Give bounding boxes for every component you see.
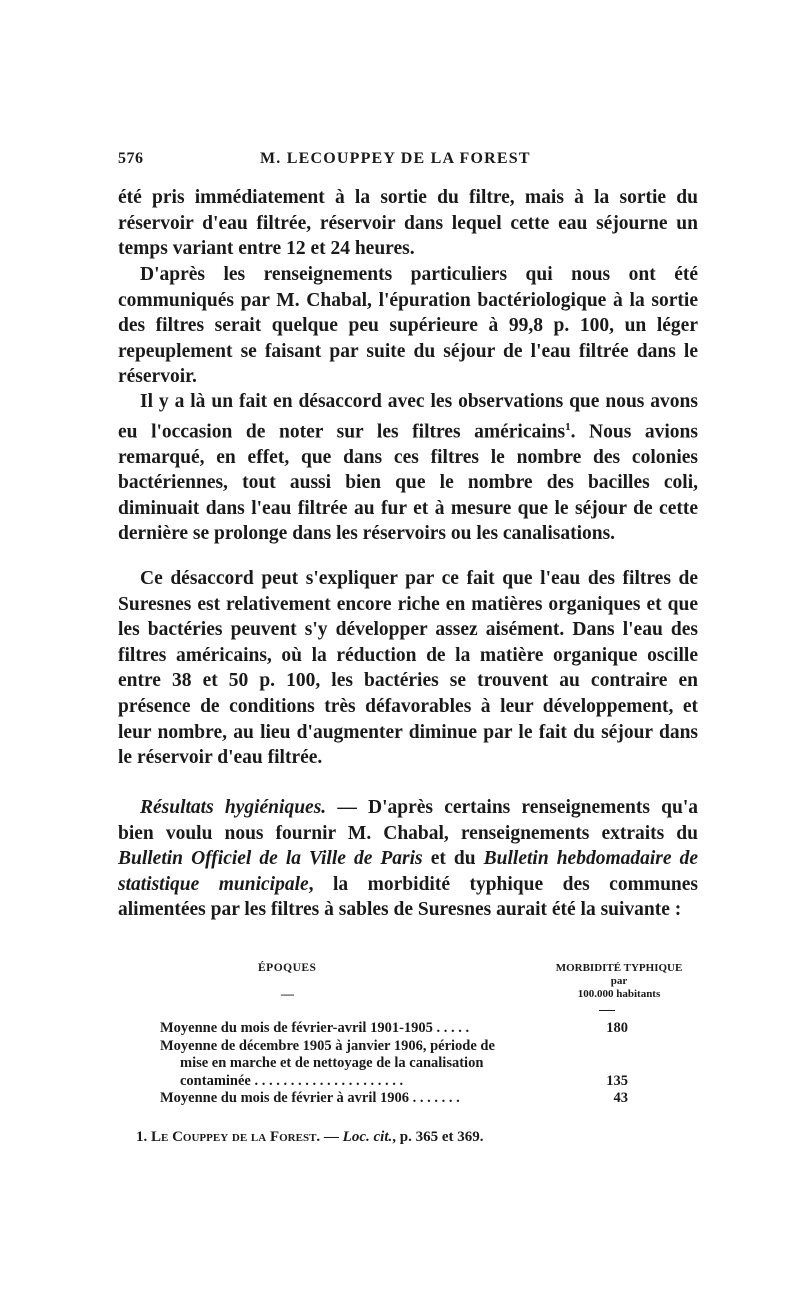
row-label: Moyenne du mois de février à avril 1906 . . . . . . . bbox=[160, 1090, 460, 1106]
header-line: par bbox=[610, 975, 628, 987]
paragraph-text-part: , la morbidité typhique des communes alimentées par les filtres à sables de Suresnes aurait été la suivante : bbox=[118, 873, 699, 921]
paragraph-text-part: . Nous avions remarqué, en effet, que dans ces filtres le nombre des colonies bactériennes, tout aussi bien que le nombre des bacilles coli, diminuait dans l'eau filtrée au fur et à mesure que le séjour de cette dernière se prolonge dans les réservoirs ou les canalisations. bbox=[118, 421, 698, 545]
row-label: Moyenne de décembre 1905 à janvier 1906, période de bbox=[160, 1037, 495, 1054]
row-value: 180 bbox=[606, 1020, 628, 1036]
paragraph-text: Ce désaccord peut s'expliquer par ce fait que l'eau des filtres de Suresnes est relativement encore riche en matières organiques et que les bactéries peuvent s'y développer assez aisément. Dans l'eau des filtres américains, où la réduction de la matière organique oscille entre 38 et 50 p. 100, les bactéries se trouvent au contraire en présence de conditions très défavorables à leur développement, et leur nombre, au lieu d'augmenter diminue par le fait du séjour dans le réservoir d'eau filtrée. bbox=[118, 568, 698, 769]
paragraph-text bbox=[118, 389, 698, 547]
footnote-author: Le Couppey de la Forest. bbox=[151, 1129, 321, 1145]
paragraph-chabal bbox=[118, 262, 698, 390]
header-line: 100.000 habitants bbox=[577, 988, 661, 1000]
row-value: 135 bbox=[606, 1072, 628, 1089]
footnote-number: 1. bbox=[136, 1129, 148, 1145]
footnote-loc: Loc. cit. bbox=[342, 1129, 393, 1145]
footnote-dash: — bbox=[320, 1129, 343, 1145]
paragraph-text-part: et du bbox=[422, 848, 484, 870]
paragraph-hygienic-results bbox=[118, 795, 698, 923]
publication-title: Bulletin Officiel de la Ville de Paris bbox=[118, 848, 423, 870]
column-header-dash: — bbox=[281, 986, 294, 1001]
row-label: Moyenne du mois de février-avril 1901-1905 . . . . . bbox=[160, 1020, 470, 1036]
table-row bbox=[160, 1090, 700, 1108]
column-header-morbidity bbox=[538, 962, 700, 1001]
publication-title: Bulletin hebdomadaire de statistique municipale bbox=[118, 848, 698, 895]
table-rows bbox=[160, 1020, 700, 1108]
section-heading: Résultats hygiéniques. bbox=[140, 797, 327, 818]
paragraph-text bbox=[118, 795, 698, 923]
row-label-text: contaminée . . . . . . . . . . . . . . . . . . . . . bbox=[180, 1072, 404, 1089]
table-row bbox=[160, 1020, 700, 1038]
row-label: mise en marche et de nettoyage de la canalisation bbox=[180, 1055, 484, 1071]
running-head: M. LECOUPPEY DE LA FOREST bbox=[260, 150, 531, 167]
paragraph-text-part: — D'après certains renseignements qu'a bien voulu nous fournir M. Chabal, renseignements extraits du bbox=[118, 797, 698, 844]
footnote-pages: , p. 365 et 369. bbox=[392, 1129, 484, 1145]
paragraph-continuation bbox=[118, 185, 698, 262]
header-rule bbox=[599, 1010, 615, 1011]
page-header bbox=[118, 150, 698, 174]
row-value: 43 bbox=[613, 1090, 628, 1106]
footnote-reference: 1 bbox=[565, 420, 571, 433]
page-number: 576 bbox=[118, 150, 144, 167]
paragraph-text: été pris immédiatement à la sortie du filtre, mais à la sortie du réservoir d'eau filtrée, réservoir dans lequel cette eau séjourne un temps variant entre 12 et 24 heures. bbox=[118, 187, 698, 260]
paragraph-explanation bbox=[118, 566, 698, 771]
paragraph-disagreement bbox=[118, 389, 698, 547]
footnote bbox=[136, 1129, 484, 1146]
paragraph-text-part: Il y a là un fait en désaccord avec les observations que nous avons eu l'occasion de noter sur les filtres américains bbox=[118, 391, 698, 443]
paragraph-text: D'après les renseignements particuliers qui nous ont été communiqués par M. Chabal, l'épuration bactériologique à la sortie des filtres serait quelque peu supérieure à 99,8 p. 100, un léger repeuplement se faisant par suite du séjour de l'eau filtrée dans le réservoir. bbox=[118, 264, 698, 388]
column-header-periods: ÉPOQUES bbox=[258, 962, 317, 974]
header-line: MORBIDITÉ TYPHIQUE bbox=[555, 962, 683, 974]
table-row bbox=[160, 1038, 700, 1091]
